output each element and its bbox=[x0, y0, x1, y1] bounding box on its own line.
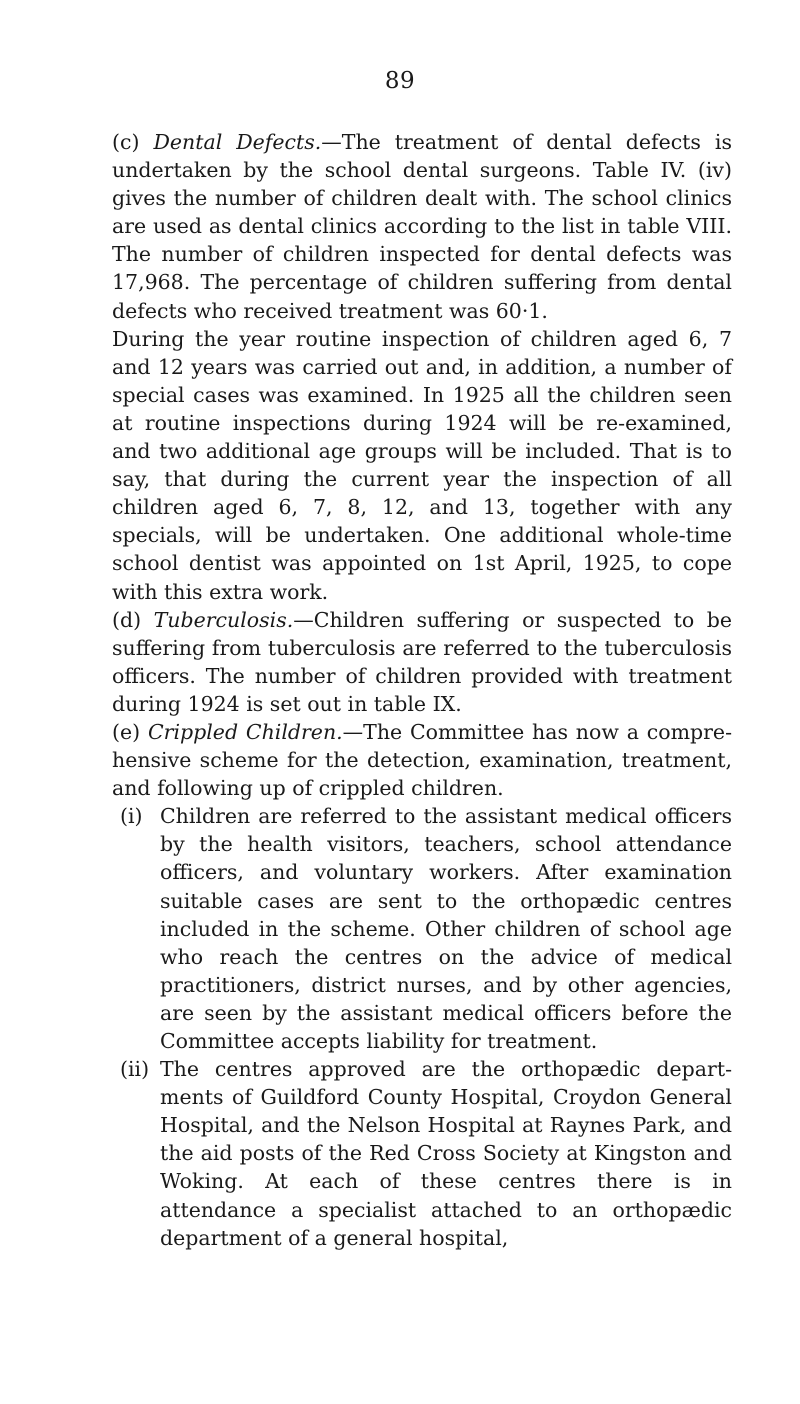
crippled-children-paragraph bbox=[112, 718, 732, 802]
crippled-section-label: (e) bbox=[112, 719, 141, 744]
dental-defects-paragraph bbox=[112, 128, 732, 325]
item-marker: (i) bbox=[120, 804, 143, 829]
page-number: 89 bbox=[384, 68, 416, 94]
tuberculosis-section-label: (d) bbox=[112, 607, 142, 632]
dental-section-title: Dental Defects. bbox=[153, 130, 322, 154]
item-text: The centres approved are the orthopædic departments of Guildford County Hospital, Croydon General Hospital, and the Nelson Hospital at Raynes Park, and the aid posts of the Red Cross Society at Kingston and Woking. At each of these centres there is in attendance a specialist attached to an orthopædic department of a general hospital, bbox=[160, 1057, 732, 1250]
tuberculosis-paragraph bbox=[112, 606, 732, 718]
crippled-item-i bbox=[120, 802, 732, 1055]
item-text: Children are referred to the assistant medical officers by the health visitors, teachers, school attendance officers, and voluntary workers. After examination suitable cases are sent to the orthopædic centres included in the scheme. Other children of school age who reach the centres on the advice of medical practitioners, district nurses, and by other agencies, are seen by the assistant medical officers before the Committee accepts liability for treatment. bbox=[160, 804, 732, 1053]
tuberculosis-section-title: Tuberculosis. bbox=[153, 607, 294, 632]
tuberculosis-paragraph-text: —Children suffering or suspected to be suffering from tuberculosis are referred to the tuberculosis officers. The number of children provided with treatment during 1924 is set out in table IX. bbox=[112, 607, 732, 716]
dental-paragraph-text: —The treatment of dental defects is undertaken by the school dental surgeons. Table IV. (iv) gives the number of children dealt with. The school clinics are used as dental clinics according to the list in table VIII. The number of children inspected for dental defects was 17,968. The percentage of children suffering from dental defects who received treatment was 60·1. bbox=[112, 130, 732, 323]
dental-section-label: (c) bbox=[112, 130, 140, 154]
item-marker: (ii) bbox=[120, 1057, 150, 1082]
crippled-section-title: Crippled Children. bbox=[147, 719, 343, 744]
dental-inspection-paragraph: During the year routine inspection of children aged 6, 7 and 12 years was carried out and, in addition, a number of special cases was examined. In 1925 all the children seen at routine inspections during 1924 will be re-examined, and two additional age groups will be included. That is to say, that during the current year the inspection of all children aged 6, 7, 8, 12, and 13, together with any specials, will be undertaken. One additional whole-time school dentist was appointed on 1st April, 1925, to cope with this extra work. bbox=[112, 326, 732, 604]
body-text bbox=[112, 128, 732, 1252]
crippled-item-ii bbox=[120, 1055, 732, 1252]
crippled-paragraph-text: —The Committee has now a comprehensive scheme for the detection, examination, treatment, and following up of crippled children. bbox=[112, 719, 732, 801]
